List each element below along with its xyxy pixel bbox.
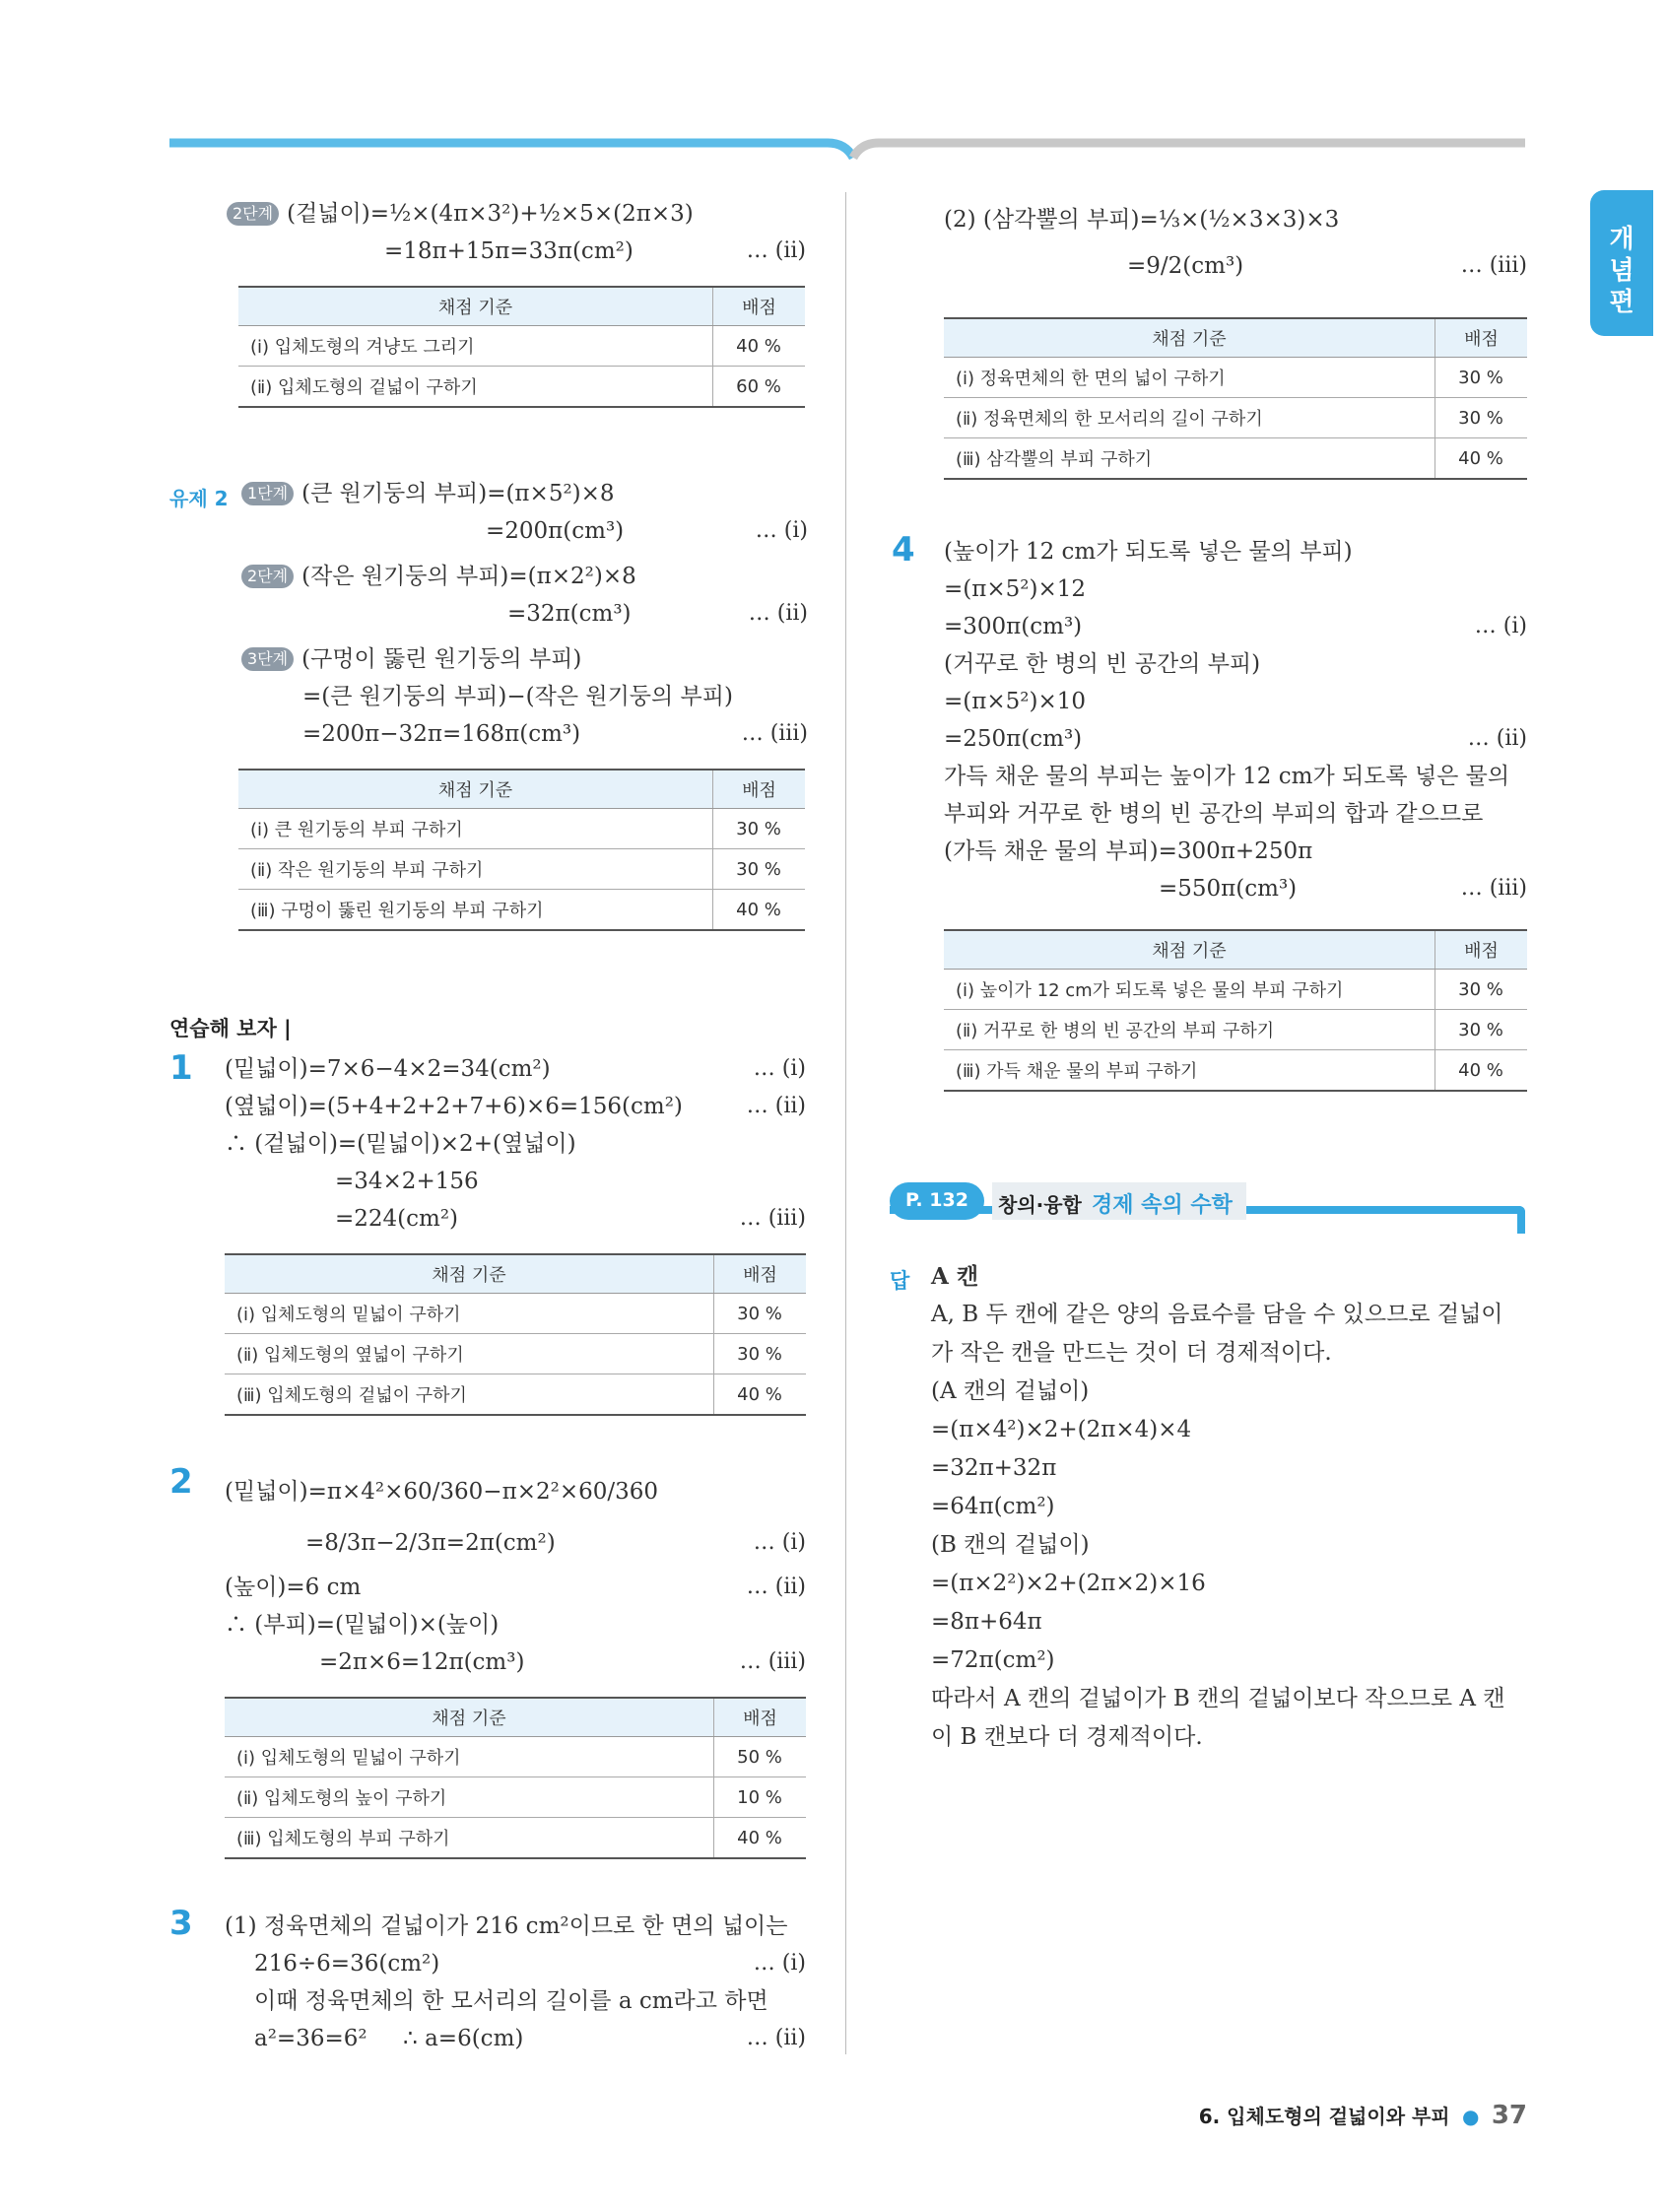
- formula: (높이)=6 cm: [225, 1575, 362, 1600]
- scoring-table-6: [944, 929, 1527, 1092]
- table-header: 채점 기준: [225, 1254, 714, 1294]
- table-header: 채점 기준: [238, 287, 713, 326]
- table-header: 채점 기준: [944, 318, 1435, 358]
- p-line: [944, 870, 1527, 907]
- ex-line: [241, 715, 808, 753]
- section-label: 창의·융합: [998, 1193, 1082, 1217]
- e-line: 이 B 캔보다 더 경제적이다.: [931, 1724, 1203, 1750]
- formula: =34×2+156: [335, 1169, 479, 1194]
- formula: =32π(cm³): [507, 601, 632, 627]
- p-line: [944, 795, 1527, 833]
- e-line: (A 캔의 겉넓이): [931, 1378, 1090, 1404]
- p-line: [225, 1517, 806, 1569]
- step-tag: … (ⅱ): [1467, 726, 1527, 751]
- p-line: [944, 645, 1527, 683]
- formula: =18π+15π=33π(cm²): [384, 238, 634, 264]
- criterion: (ⅱ) 작은 원기둥의 부피 구하기: [238, 849, 713, 890]
- p-line: [225, 1163, 806, 1200]
- formula: =(π×5²)×10: [944, 689, 1086, 714]
- p-line: [225, 1088, 806, 1125]
- practice-title: 연습해 보자 |: [169, 1017, 292, 1040]
- scoring-table-4: [225, 1697, 806, 1859]
- step-tag: … (ii): [746, 238, 806, 263]
- right-column-top: [944, 197, 1527, 480]
- p-line: [944, 533, 1527, 570]
- score: 10 %: [714, 1777, 807, 1818]
- e-line: =8π+64π: [931, 1609, 1042, 1635]
- step2-line2: [227, 233, 806, 270]
- problem-number: 4: [892, 530, 915, 570]
- p-line: [225, 1125, 806, 1163]
- score: 30 %: [713, 809, 806, 849]
- table-header: 채점 기준: [238, 770, 713, 809]
- problem-number: 3: [169, 1904, 193, 1943]
- formula: =250π(cm³): [944, 726, 1083, 752]
- formula: =550π(cm³): [1159, 876, 1298, 902]
- formula: 가득 채운 물의 부피는 높이가 12 cm가 되도록 넣은 물의: [944, 764, 1510, 789]
- formula: (옆넓이)=(5+4+2+2+7+6)×6=156(cm²): [225, 1094, 683, 1119]
- formula: (밑넓이)=π×4²×60/360−π×2²×60/360: [225, 1479, 658, 1505]
- table-row: [944, 438, 1527, 480]
- criterion: (ⅰ) 정육면체의 한 면의 넓이 구하기: [944, 358, 1435, 398]
- section-header: [890, 1182, 1525, 1238]
- score: 30 %: [714, 1294, 807, 1334]
- formula: ∴ (부피)=(밑넓이)×(높이): [225, 1612, 500, 1638]
- section-title: 경제 속의 수학: [1092, 1193, 1233, 1218]
- formula: =(큰 원기둥의 부피)−(작은 원기둥의 부피): [302, 684, 733, 709]
- scoring-table-2: [238, 769, 805, 931]
- e-line: 가 작은 캔을 만드는 것이 더 경제적이다.: [931, 1340, 1332, 1366]
- e-line: =32π+32π: [931, 1455, 1057, 1481]
- page-number: 37: [1491, 2101, 1527, 2130]
- e-line: =(π×4²)×2+(2π×4)×4: [931, 1417, 1192, 1442]
- criterion: (ⅱ) 거꾸로 한 병의 빈 공간의 부피 구하기: [944, 1010, 1435, 1050]
- example-2-block: [241, 475, 808, 931]
- e-line: 따라서 A 캔의 겉넓이가 B 캔의 겉넓이보다 작으므로 A 캔: [931, 1686, 1505, 1711]
- step-tag: … (ⅱ): [746, 1575, 806, 1599]
- table-row: [944, 358, 1527, 398]
- table-row: [944, 1010, 1527, 1050]
- scoring-table-3: [225, 1253, 806, 1416]
- formula: a²=36=6² ∴ a=6(cm): [254, 2026, 524, 2051]
- side-tab-char: 개: [1609, 225, 1635, 254]
- table-row: [225, 1777, 806, 1818]
- step-tag: … (ⅲ): [1460, 876, 1527, 901]
- p-line: [225, 1466, 806, 1517]
- ex-line: [241, 512, 808, 550]
- formula: =2π×6=12π(cm³): [319, 1649, 525, 1675]
- p-line: [225, 1606, 806, 1643]
- formula: ∴ (겉넓이)=(밑넓이)×2+(옆넓이): [225, 1131, 576, 1157]
- score: 40 %: [1435, 438, 1528, 480]
- chapter-title: 6. 입체도형의 겉넓이와 부피: [1198, 2105, 1450, 2128]
- side-tab-char: 념: [1609, 256, 1635, 286]
- ex-line: [241, 595, 808, 633]
- column-divider: [845, 192, 846, 2054]
- criterion: (ⅱ) 입체도형의 겉넓이 구하기: [238, 367, 713, 408]
- table-header: 배점: [1435, 318, 1528, 358]
- formula: 이때 정육면체의 한 모서리의 길이를 a cm라고 하면: [254, 1988, 768, 2014]
- scoring-table-1: [238, 286, 805, 408]
- criterion: (ⅱ) 입체도형의 높이 구하기: [225, 1777, 714, 1818]
- ex-line: [241, 640, 808, 678]
- table-row: [238, 809, 805, 849]
- p-line: [944, 608, 1527, 645]
- e-line: A, B 두 캔에 같은 양의 음료수를 담을 수 있으므로 겉넓이: [931, 1302, 1503, 1327]
- section-page: P. 132: [905, 1189, 968, 1211]
- formula: =200π(cm³): [486, 518, 625, 544]
- problem-3-block: [225, 1908, 806, 2057]
- table-row: [225, 1818, 806, 1859]
- step-tag: … (ⅰ): [753, 1951, 806, 1976]
- table-row: [238, 367, 805, 408]
- step-badge: 2단계: [241, 565, 294, 588]
- score: 40 %: [1435, 1050, 1528, 1092]
- table-row: [944, 1050, 1527, 1092]
- table-header: 배점: [1435, 930, 1528, 970]
- r-line: [944, 242, 1527, 290]
- formula: =200π−32π=168π(cm³): [302, 721, 581, 747]
- e-line: =64π(cm²): [931, 1494, 1055, 1519]
- table-row: [238, 849, 805, 890]
- problem-number: 1: [169, 1048, 193, 1088]
- footer: [1163, 2101, 1527, 2130]
- formula: (구멍이 뚫린 원기둥의 부피): [301, 646, 582, 672]
- p-line: [225, 1643, 806, 1681]
- criterion: (ⅲ) 입체도형의 부피 구하기: [225, 1818, 714, 1859]
- left-column: [227, 195, 806, 408]
- p-line: [225, 1200, 806, 1238]
- step-tag: … (ⅲ): [741, 721, 808, 746]
- section-corner: [1517, 1206, 1525, 1234]
- table-row: [238, 326, 805, 367]
- step-tag: … (ⅰ): [753, 1056, 806, 1081]
- side-tab-char: 편: [1609, 288, 1635, 317]
- criterion: (ⅱ) 정육면체의 한 모서리의 길이 구하기: [944, 398, 1435, 438]
- example-label: 유제 2: [169, 487, 229, 510]
- formula: =(π×5²)×12: [944, 576, 1086, 602]
- problem-2-block: [225, 1466, 806, 1859]
- criterion: (ⅰ) 입체도형의 겨냥도 그리기: [238, 326, 713, 367]
- step-tag: … (ⅱ): [746, 2026, 806, 2050]
- p-line: [944, 720, 1527, 758]
- criterion: (ⅰ) 입체도형의 밑넓이 구하기: [225, 1294, 714, 1334]
- table-row: [225, 1334, 806, 1374]
- criterion: (ⅲ) 가득 채운 물의 부피 구하기: [944, 1050, 1435, 1092]
- score: 30 %: [1435, 970, 1528, 1010]
- answer-label: 답: [890, 1269, 910, 1293]
- step-tag: … (ⅰ): [755, 518, 808, 543]
- table-row: [238, 890, 805, 931]
- formula: =8/3π−2/3π=2π(cm²): [305, 1530, 556, 1556]
- step2-line1: [227, 195, 806, 233]
- formula: 216÷6=36(cm²): [254, 1951, 440, 1977]
- ex-line: [241, 558, 808, 595]
- table-header: 채점 기준: [944, 930, 1435, 970]
- step-badge: 2단계: [227, 202, 279, 226]
- score: 30 %: [1435, 1010, 1528, 1050]
- p-line: [225, 1982, 806, 2020]
- table-row: [944, 970, 1527, 1010]
- formula: (작은 원기둥의 부피)=(π×2²)×8: [301, 564, 636, 589]
- step-tag: … (ⅰ): [753, 1530, 806, 1555]
- formula: (2) (삼각뿔의 부피)=⅓×(½×3×3)×3: [944, 207, 1340, 233]
- r-line: [944, 197, 1527, 242]
- side-tab-concept: [1590, 190, 1653, 336]
- table-header: 배점: [713, 287, 806, 326]
- step-badge: 1단계: [241, 482, 294, 505]
- formula: (높이가 12 cm가 되도록 넣은 물의 부피): [944, 539, 1353, 565]
- table-row: [225, 1374, 806, 1416]
- formula: (밑넓이)=7×6−4×2=34(cm²): [225, 1056, 551, 1082]
- formula: (1) 정육면체의 겉넓이가 216 cm²이므로 한 면의 넓이는: [225, 1913, 788, 1939]
- p-line: [944, 570, 1527, 608]
- step-tag: … (ⅲ): [1460, 253, 1527, 278]
- table-header: 배점: [713, 770, 806, 809]
- ex-line: [241, 678, 808, 715]
- criterion: (ⅰ) 큰 원기둥의 부피 구하기: [238, 809, 713, 849]
- formula: =300π(cm³): [944, 614, 1083, 639]
- score: 30 %: [1435, 358, 1528, 398]
- criterion: (ⅰ) 높이가 12 cm가 되도록 넣은 물의 부피 구하기: [944, 970, 1435, 1010]
- score: 30 %: [714, 1334, 807, 1374]
- scoring-table-5: [944, 317, 1527, 480]
- step-tag: … (ⅲ): [739, 1649, 806, 1674]
- ex-line: [241, 475, 808, 512]
- e-line: =72π(cm²): [931, 1647, 1055, 1673]
- criterion: (ⅲ) 구멍이 뚫린 원기둥의 부피 구하기: [238, 890, 713, 931]
- formula: (가득 채운 물의 부피)=300π+250π: [944, 838, 1313, 864]
- footer-dot: ●: [1462, 2105, 1480, 2128]
- score: 40 %: [714, 1818, 807, 1859]
- score: 30 %: [1435, 398, 1528, 438]
- step-tag: … (ⅲ): [739, 1206, 806, 1231]
- score: 40 %: [714, 1374, 807, 1416]
- score: 40 %: [713, 326, 806, 367]
- step-tag: … (ⅰ): [1474, 614, 1527, 638]
- p-line: [944, 758, 1527, 795]
- p-line: [225, 1569, 806, 1606]
- table-row: [944, 398, 1527, 438]
- step-badge: 3단계: [241, 647, 294, 671]
- e-line: =(π×2²)×2+(2π×2)×16: [931, 1571, 1206, 1596]
- table-header: 배점: [714, 1698, 807, 1737]
- formula: =9/2(cm³): [1127, 253, 1244, 279]
- criterion: (ⅲ) 삼각뿔의 부피 구하기: [944, 438, 1435, 480]
- table-header: 채점 기준: [225, 1698, 714, 1737]
- score: 30 %: [713, 849, 806, 890]
- answer-block: [931, 1257, 1527, 1757]
- table-row: [225, 1294, 806, 1334]
- step-tag: … (ⅱ): [748, 601, 808, 626]
- formula: (큰 원기둥의 부피)=(π×5²)×8: [301, 481, 615, 506]
- p-line: [225, 1908, 806, 1945]
- criterion: (ⅱ) 입체도형의 옆넓이 구하기: [225, 1334, 714, 1374]
- e-line: (B 캔의 겉넓이): [931, 1532, 1090, 1558]
- step-tag: … (ⅱ): [746, 1094, 806, 1118]
- answer-value: A 캔: [931, 1263, 979, 1290]
- p-line: [225, 1945, 806, 1982]
- problem-number: 2: [169, 1462, 193, 1502]
- p-line: [225, 2020, 806, 2057]
- problem-1-block: [225, 1050, 806, 1416]
- p-line: [225, 1050, 806, 1088]
- formula: =224(cm²): [335, 1206, 459, 1232]
- header-bar: [0, 0, 1668, 168]
- score: 50 %: [714, 1737, 807, 1777]
- table-header: 배점: [714, 1254, 807, 1294]
- problem-4-block: [944, 533, 1527, 1092]
- formula: 부피와 거꾸로 한 병의 빈 공간의 부피의 합과 같으므로: [944, 801, 1484, 827]
- criterion: (ⅰ) 입체도형의 밑넓이 구하기: [225, 1737, 714, 1777]
- table-row: [225, 1737, 806, 1777]
- formula: (겉넓이)=½×(4π×3²)+½×5×(2π×3): [287, 201, 694, 227]
- score: 40 %: [713, 890, 806, 931]
- p-line: [944, 833, 1527, 870]
- criterion: (ⅲ) 입체도형의 겉넓이 구하기: [225, 1374, 714, 1416]
- score: 60 %: [713, 367, 806, 408]
- formula: (거꾸로 한 병의 빈 공간의 부피): [944, 651, 1261, 677]
- p-line: [944, 683, 1527, 720]
